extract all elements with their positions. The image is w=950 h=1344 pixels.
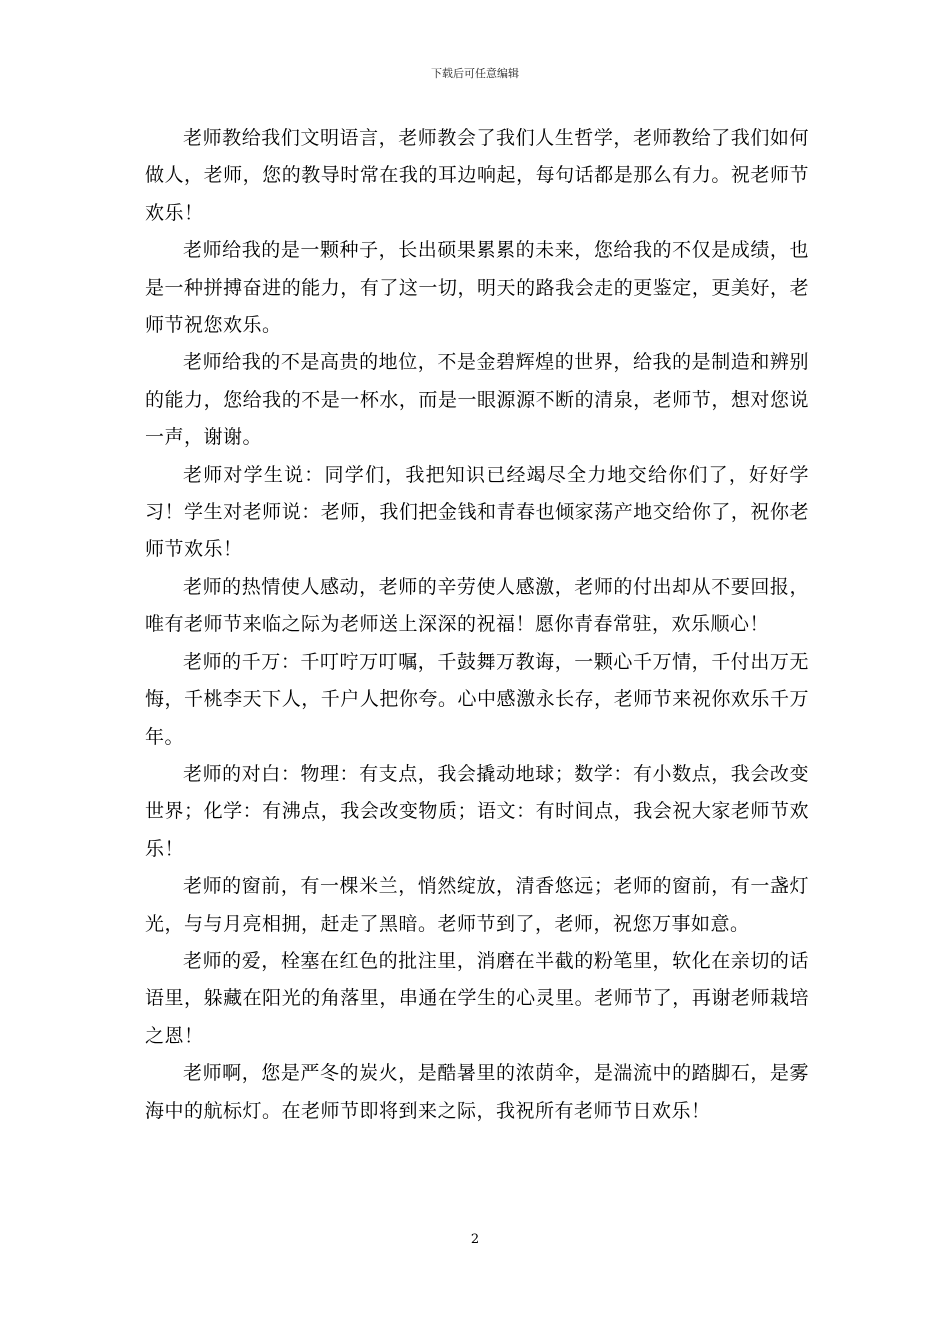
document-body: [145, 120, 809, 1130]
page-number: 2: [470, 1232, 480, 1247]
paragraph: 老师的爱，栓塞在红色的批注里，消磨在半截的粉笔里，软化在亲切的话语里，躲藏在阳光的角落里，串通在学生的心灵里。老师节了，再谢老师栽培之恩！: [145, 949, 809, 1047]
paragraph: 老师给我的是一颗种子，长出硕果累累的未来，您给我的不仅是成绩，也是一种拼搏奋进的能力，有了这一切，明天的路我会走的更鉴定，更美好，老师节祝您欢乐。: [145, 239, 809, 337]
paragraph: 老师的千万：千叮咛万叮嘱，千鼓舞万教诲，一颗心千万情，千付出万无悔，千桃李天下人，千户人把你夸。心中感激永长存，老师节来祝你欢乐千万年。: [145, 650, 809, 748]
paragraph: 老师的对白：物理：有支点，我会撬动地球；数学：有小数点，我会改变世界；化学：有沸点，我会改变物质；语文：有时间点，我会祝大家老师节欢乐！: [145, 762, 809, 860]
paragraph: 老师的热情使人感动，老师的辛劳使人感激，老师的付出却从不要回报，唯有老师节来临之际为老师送上深深的祝福！愿你青春常驻，欢乐顺心！: [145, 575, 809, 636]
paragraph: 老师教给我们文明语言，老师教会了我们人生哲学，老师教给了我们如何做人，老师，您的教导时常在我的耳边响起，每句话都是那么有力。祝老师节欢乐！: [145, 127, 809, 224]
paragraph: 老师的窗前，有一棵米兰，悄然绽放，清香悠远；老师的窗前，有一盏灯光，与与月亮相拥，赶走了黑暗。老师节到了，老师，祝您万事如意。: [145, 875, 809, 935]
paragraph: 老师对学生说：同学们，我把知识已经竭尽全力地交给你们了，好好学习！学生对老师说：老师，我们把金钱和青春也倾家荡产地交给你了，祝你老师节欢乐！: [145, 463, 809, 561]
paragraph: 老师啊，您是严冬的炭火，是酷暑里的浓荫伞，是湍流中的踏脚石，是雾海中的航标灯。在老师节即将到来之际，我祝所有老师节日欢乐！: [145, 1062, 809, 1122]
page-header: 下载后可任意编辑: [431, 67, 519, 80]
paragraph: 老师给我的不是高贵的地位，不是金碧辉煌的世界，给我的是制造和辨别的能力，您给我的不是一杯水，而是一眼源源不断的清泉，老师节，想对您说一声，谢谢。: [145, 351, 809, 449]
